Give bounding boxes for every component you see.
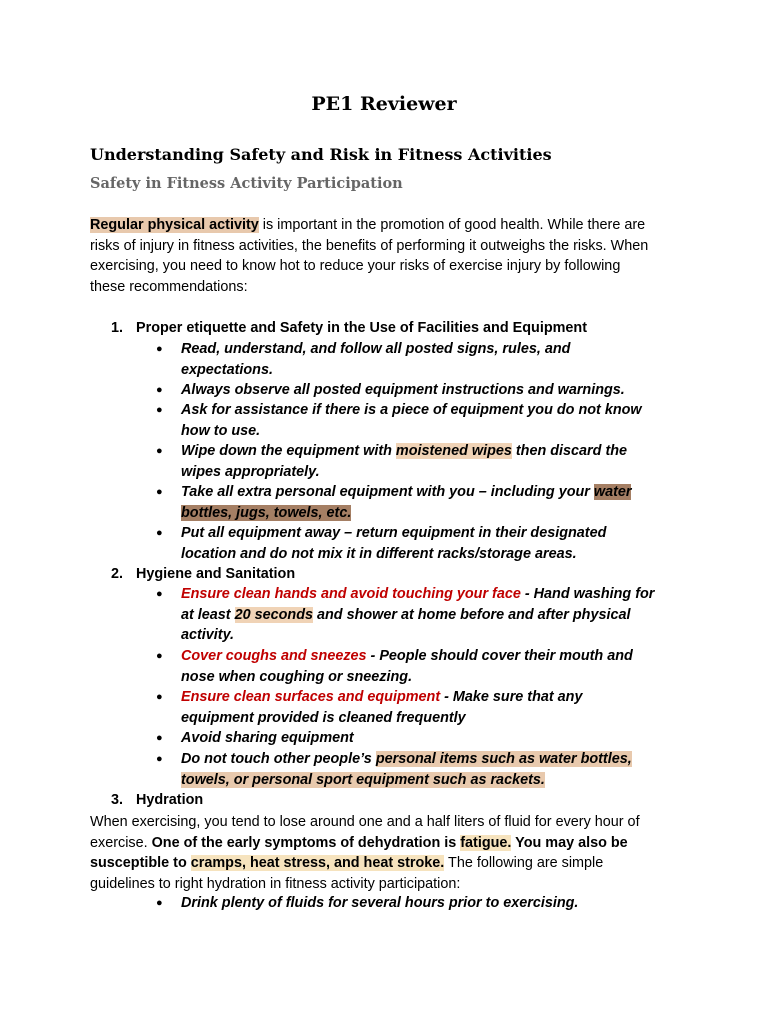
bullet-text: wipes appropriately. (181, 463, 320, 480)
bullet-icon: ● (156, 404, 163, 416)
bullet-text: Always observe all posted equipment instructions and warnings. (181, 382, 625, 398)
bullet-icon: ● (156, 384, 163, 396)
highlight-moistened-wipes: moistened wipes (395, 443, 512, 459)
bullet-item (156, 441, 628, 482)
intro-line-2: risks of injury in fitness activities, the benefits of performing it outweighs the risks. When (90, 237, 649, 254)
bold-text: You may also be (511, 834, 628, 851)
highlight-20-seconds: 20 seconds (234, 606, 313, 623)
bullet-text: activity. (181, 627, 235, 643)
bullet-text: Drink plenty of fluids for several hours prior to exercising. (181, 895, 579, 911)
bullet-text (181, 441, 627, 462)
bullet-text-part: and shower at home before and after physical (312, 606, 631, 623)
section-heading: Understanding Safety and Risk in Fitness Activities (90, 145, 552, 164)
bullet-text-part: - People should cover their mouth and (366, 648, 633, 664)
red-text: Ensure clean surfaces and equipment (181, 689, 441, 705)
bullet-item (156, 646, 633, 687)
bullet-text: Put all equipment away – return equipment in their designated (181, 525, 607, 541)
bullet-item (156, 893, 579, 914)
bullet-item (156, 482, 632, 523)
red-text: Ensure clean hands and avoid touching your face (181, 586, 521, 602)
bullet-text: Ask for assistance if there is a piece of equipment you do not know (181, 402, 642, 418)
bullet-text (181, 482, 631, 503)
intro-paragraph (90, 215, 690, 297)
intro-line-3: exercising, you need to know hot to reduce your risks of exercise injury by following (90, 258, 621, 274)
bullet-text-part: Wipe down the equipment with (181, 443, 396, 459)
list-item-section-3 (111, 790, 203, 811)
highlight-personal-items: personal items such as water bottles, (375, 751, 632, 767)
document-title: PE1 Reviewer (311, 93, 457, 115)
bullet-item (156, 584, 655, 646)
bullet-text-part: - Hand washing for (520, 586, 655, 602)
intro-text: is important in the promotion of good health. While there are (258, 217, 646, 233)
bullet-text-part: Do not touch other people’s (181, 751, 376, 767)
bullet-icon: ● (156, 732, 163, 744)
section-subheading: Safety in Fitness Activity Participation (90, 175, 403, 192)
bullet-icon: ● (156, 527, 163, 539)
bullet-text (181, 646, 633, 667)
text-part: exercise. (90, 834, 152, 851)
bullet-text-part: then discard the (511, 443, 628, 459)
hydration-paragraph (90, 812, 690, 894)
bullet-text: how to use. (181, 422, 261, 439)
paragraph-line: guidelines to right hydration in fitness activity participation: (90, 875, 461, 892)
text-part: The following are simple (444, 855, 604, 871)
highlight-regular-activity: Regular physical activity (90, 217, 259, 233)
red-text: Cover coughs and sneezes (181, 648, 367, 664)
intro-line-4: these recommendations: (90, 278, 248, 295)
highlight-cramps: cramps, heat stress, and heat stroke. (190, 855, 445, 871)
bullet-item (156, 687, 583, 728)
section-2-title: Hygiene and Sanitation (136, 566, 296, 582)
bullet-icon: ● (156, 486, 163, 498)
intro-line-1 (90, 215, 690, 236)
bold-text: susceptible to (90, 855, 191, 871)
list-item-section-1 (111, 318, 587, 339)
bullet-text: location and do not mix it in different racks/storage areas. (181, 545, 577, 562)
highlight-water: water (593, 484, 632, 500)
bullet-text: Read, understand, and follow all posted signs, rules, and (181, 341, 571, 357)
bullet-text: nose when coughing or sneezing. (181, 668, 413, 685)
bullet-icon: ● (156, 445, 163, 457)
section-1-title: Proper etiquette and Safety in the Use of Facilities and Equipment (136, 320, 587, 336)
bullet-text (181, 605, 654, 626)
paragraph-line (90, 853, 690, 874)
list-number: 3. (111, 792, 124, 808)
bullet-item (156, 523, 607, 564)
bullet-text: equipment provided is cleaned frequently (181, 709, 466, 726)
list-number: 2. (111, 566, 124, 582)
bullet-text-part: - Make sure that any (440, 689, 583, 705)
bullet-text: Avoid sharing equipment (181, 730, 354, 746)
bold-text: One of the early symptoms of dehydration is (151, 834, 461, 851)
bullet-text (181, 584, 654, 605)
section-3-title: Hydration (136, 792, 204, 808)
bullet-icon: ● (156, 897, 163, 909)
bullet-item (156, 339, 571, 380)
bullet-item (156, 749, 632, 790)
bullet-icon: ● (156, 753, 163, 765)
bullet-item (156, 400, 642, 441)
bullet-text-part: Take all extra personal equipment with you – including your (181, 484, 594, 500)
highlight-fatigue: fatigue. (460, 834, 512, 851)
list-number: 1. (111, 320, 124, 336)
bullet-icon: ● (156, 343, 163, 355)
bullet-text (181, 749, 632, 770)
bullet-icon: ● (156, 588, 163, 600)
paragraph-line (90, 833, 690, 854)
bullet-text: expectations. (181, 361, 273, 378)
bullet-text (181, 503, 631, 524)
bullet-item (156, 728, 354, 749)
bullet-text (181, 687, 582, 708)
bullet-icon: ● (156, 650, 163, 662)
list-item-section-2 (111, 564, 295, 585)
bullet-icon: ● (156, 691, 163, 703)
bullet-item (156, 380, 625, 401)
paragraph-line: When exercising, you tend to lose around one and a half liters of fluid for every hour of (90, 814, 640, 830)
highlight-towels: towels, or personal sport equipment such as rackets. (181, 771, 545, 788)
bullet-text (181, 770, 632, 791)
highlight-bottles: bottles, jugs, towels, etc. (181, 504, 352, 521)
bullet-text-part: at least (181, 606, 235, 623)
